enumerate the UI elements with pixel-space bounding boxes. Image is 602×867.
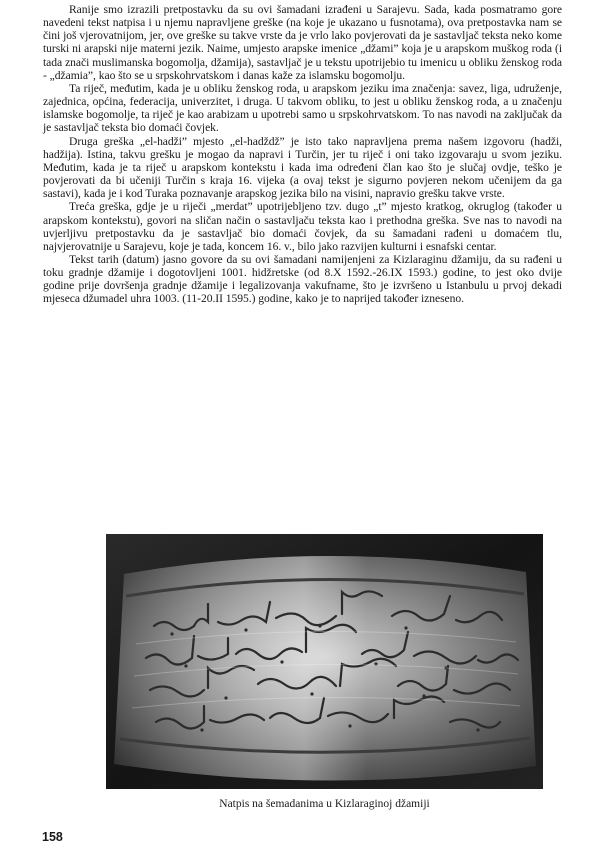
candlestick-inscription-image bbox=[106, 534, 543, 789]
paragraph-4: Treća greška, gdje je u riječi „merdat” upotrijebljeno tzv. dugo „t” mjesto kratkog, okruglog (također u arapskom kontekstu), govori na sličan način o sastavljaču teksta kao i prethodna greška. Sve nas to navodi na uvjerljivu pretpostavku da je sastavljač bio domaći čovjek, da su šamadani rađeni u domaćem tlu, najvjerovatnije u Sarajevu, koje je tada, koncem 16. v., bilo jako razvijen kulturni i esnafski centar. bbox=[43, 200, 562, 253]
paragraph-5: Tekst tarih (datum) jasno govore da su ovi šamadani namijenjeni za Kizlaraginu džamiju, da su rađeni u toku gradnje džamije i dogotovljeni 1001. hidžretske (od 8.X 1592.-26.IX 1593.) godine, to jest oko dvije godine prije dovršenja gradnje džamije i legalizovanja vakufname, što je izvršeno u Istanbulu u prvoj dekadi mjeseca džumadel uhra 1003. (11-20.II 1595.) godine, kako je to naprijed također izneseno. bbox=[43, 252, 562, 306]
page-number: 158 bbox=[42, 830, 63, 844]
body-text bbox=[43, 3, 562, 306]
paragraph-2: Ta riječ, međutim, kada je u obliku ženskog roda, u arapskom jeziku ima značenja: savez, liga, udruženje, zajednica, općina, federacija, univerzitet, i druga. U takvom obliku, to jest u obliku ženskog roda, a u značenju islamske bogomolje, ta riječ je kao arabizam u upotrebi samo u srpskohrvatskom. To nas navodi na zaključak da je sastavljač teksta bio domaći čovjek. bbox=[43, 81, 562, 135]
inscription-photo bbox=[106, 534, 543, 789]
figure-caption: Natpis na šemadanima u Kizlaraginoj džamiji bbox=[219, 798, 430, 810]
paragraph-3: Druga greška „el-hadži” mjesto „el-hadždž” je isto tako napravljena prema našem izgovoru (hadži, hadžija). Istina, takvu grešku je mogao da napravi i Turčin, jer tu riječ i oni tako izgovaraju u svom jeziku. Međutim, kada je ta riječ u arapskom kontekstu i kada ima određeni član kao što je slučaj ovdje, teško je povjerovati da bi učeniji Turčin s kraja 16. vijeka (a ovaj tekst je sigurno povjeren nekom učenijem da ga sastavi), kada je i kod Turaka poznavanje arapskog jezika bilo na visini, napravio grešku takve vrste. bbox=[43, 134, 562, 201]
paragraph-1: Ranije smo izrazili pretpostavku da su ovi šamadani izrađeni u Sarajevu. Sada, kada posmatramo gore navedeni tekst natpisa i u njemu napravljene greške (na koje je ukazano u fusnotama), ova pretpostavka nam se čini još vjerovatnijom, jer, ove greške su takve vrste da je vrlo lako povjerovati da je sastavljač teksta neko kome turski ni arapski nije materni jezik. Naime, umjesto arapske imenice „džami” koja je u arapskom muškog roda (i tada znači muslimanska bogomolja, džamija), sastavljač je u tekstu upotrijebio tu imenicu u obliku ženskog roda - „džamia”, kao što se u srpskohrvatskom i danas kaže za islamsku bogomolju. bbox=[43, 3, 562, 82]
